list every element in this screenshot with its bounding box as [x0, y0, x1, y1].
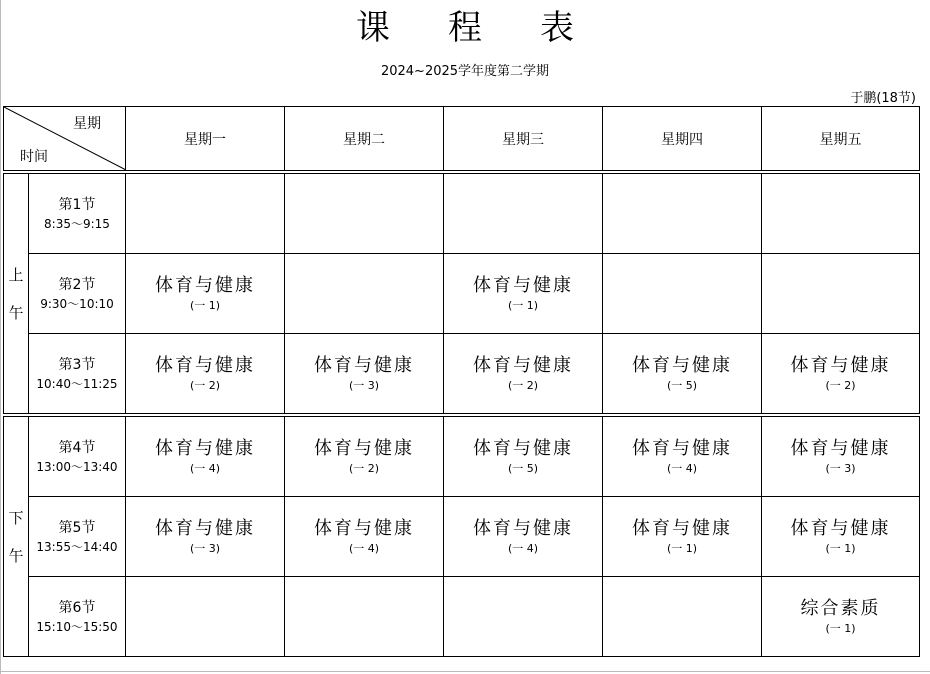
- class-label: (一 1): [189, 298, 221, 312]
- class-label: (一 3): [348, 378, 380, 392]
- period-row: [4, 417, 920, 497]
- lesson-cell: [444, 497, 603, 577]
- period-cell: [29, 334, 126, 414]
- class-label: (一 4): [507, 541, 539, 555]
- lesson-cell: [444, 254, 603, 334]
- period-name: 第3节: [58, 356, 96, 373]
- class-label: (一 1): [666, 541, 698, 555]
- lesson-cell: [126, 417, 285, 497]
- class-label: (一 4): [666, 461, 698, 475]
- lesson-cell: [762, 254, 920, 334]
- lesson-cell: [762, 334, 920, 414]
- lesson-cell: [603, 334, 762, 414]
- lesson-cell: [285, 254, 444, 334]
- course-name: 体育与健康: [473, 437, 573, 459]
- class-label: (一 2): [507, 378, 539, 392]
- period-name: 第6节: [58, 599, 96, 616]
- course-name: 体育与健康: [790, 354, 891, 376]
- lesson-cell: [285, 334, 444, 414]
- teacher-label: 于鹏(18节): [850, 91, 916, 106]
- course-name: 体育与健康: [473, 274, 573, 296]
- class-label: (一 2): [189, 378, 221, 392]
- class-label: (一 2): [825, 378, 856, 392]
- corner-label-weekday: 星期: [73, 116, 101, 132]
- lesson-cell: [762, 174, 920, 254]
- lesson-cell: [285, 577, 444, 657]
- course-name: 体育与健康: [155, 437, 255, 459]
- lesson-cell: [762, 577, 920, 657]
- class-label: (一 1): [825, 621, 856, 635]
- day-header: 星期五: [762, 107, 920, 171]
- period-time: 8:35～9:15: [44, 216, 110, 231]
- course-name: 体育与健康: [314, 354, 414, 376]
- course-name: 体育与健康: [632, 354, 732, 376]
- period-time: 15:10～15:50: [36, 619, 118, 634]
- afternoon-label-char: 午: [8, 546, 24, 565]
- class-label: (一 1): [825, 541, 856, 555]
- lesson-cell: [603, 497, 762, 577]
- corner-cell: [4, 107, 126, 171]
- class-label: (一 5): [507, 461, 539, 475]
- timetable: [3, 106, 920, 657]
- day-header: 星期四: [603, 107, 762, 171]
- period-cell: [29, 577, 126, 657]
- lesson-cell: [603, 174, 762, 254]
- lesson-cell: [444, 577, 603, 657]
- afternoon-label-char: 下: [8, 508, 24, 527]
- header-row: [4, 107, 920, 171]
- corner-label-time: 时间: [20, 149, 48, 165]
- morning-label: [4, 174, 29, 414]
- period-row: [4, 497, 920, 577]
- class-label: (一 5): [666, 378, 698, 392]
- course-name: 体育与健康: [155, 517, 255, 539]
- page-title: 课程表: [356, 8, 632, 48]
- period-cell: [29, 417, 126, 497]
- period-time: 13:55～14:40: [36, 539, 118, 554]
- period-name: 第5节: [58, 519, 96, 536]
- course-name: 体育与健康: [314, 517, 414, 539]
- class-label: (一 3): [189, 541, 221, 555]
- period-time: 10:40～11:25: [36, 376, 118, 391]
- day-header: 星期二: [285, 107, 444, 171]
- period-cell: [29, 174, 126, 254]
- day-header: 星期一: [126, 107, 285, 171]
- class-label: (一 1): [507, 298, 539, 312]
- course-name: 体育与健康: [790, 437, 891, 459]
- semester-subtitle: 2024~2025学年度第二学期: [380, 64, 550, 79]
- class-label: (一 2): [348, 461, 380, 475]
- period-cell: [29, 254, 126, 334]
- course-name: 体育与健康: [632, 517, 732, 539]
- lesson-cell: [762, 497, 920, 577]
- lesson-cell: [603, 417, 762, 497]
- period-row: [4, 254, 920, 334]
- lesson-cell: [126, 497, 285, 577]
- period-cell: [29, 497, 126, 577]
- lesson-cell: [285, 417, 444, 497]
- afternoon-label: [4, 417, 29, 657]
- course-name: 综合素质: [800, 597, 881, 619]
- course-name: 体育与健康: [790, 517, 891, 539]
- class-label: (一 4): [348, 541, 380, 555]
- lesson-cell: [285, 497, 444, 577]
- period-row: [4, 577, 920, 657]
- lesson-cell: [444, 334, 603, 414]
- period-time: 13:00～13:40: [36, 459, 118, 474]
- lesson-cell: [126, 254, 285, 334]
- course-name: 体育与健康: [314, 437, 414, 459]
- course-name: 体育与健康: [155, 354, 255, 376]
- period-row: [4, 174, 920, 254]
- lesson-cell: [126, 174, 285, 254]
- period-name: 第2节: [58, 276, 96, 293]
- course-name: 体育与健康: [473, 354, 573, 376]
- day-header: 星期三: [444, 107, 603, 171]
- period-name: 第1节: [58, 196, 96, 213]
- morning-label-char: 上: [8, 265, 24, 284]
- period-row: [4, 334, 920, 414]
- course-name: 体育与健康: [473, 517, 573, 539]
- lesson-cell: [603, 254, 762, 334]
- period-name: 第4节: [58, 439, 96, 456]
- lesson-cell: [126, 577, 285, 657]
- lesson-cell: [444, 174, 603, 254]
- lesson-cell: [285, 174, 444, 254]
- lesson-cell: [603, 577, 762, 657]
- period-time: 9:30～10:10: [40, 296, 114, 311]
- lesson-cell: [444, 417, 603, 497]
- page-bottom-border: [0, 671, 930, 672]
- lesson-cell: [762, 417, 920, 497]
- class-label: (一 3): [825, 461, 856, 475]
- course-name: 体育与健康: [632, 437, 732, 459]
- class-label: (一 4): [189, 461, 221, 475]
- course-name: 体育与健康: [155, 274, 255, 296]
- page-left-border: [0, 0, 1, 674]
- morning-label-char: 午: [8, 303, 24, 322]
- lesson-cell: [126, 334, 285, 414]
